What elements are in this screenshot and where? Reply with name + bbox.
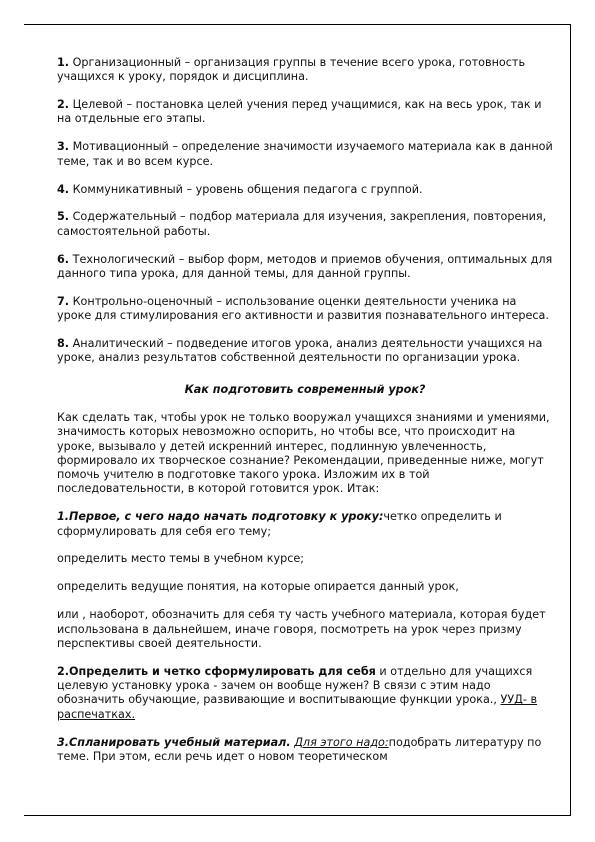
item-text: Коммуникативный – уровень общения педагога с группой. xyxy=(72,182,423,196)
item-number: 7. xyxy=(57,294,70,308)
item-text: Технологический – выбор форм, методов и приемов обучения, оптимальных для данного типа урока, для данной темы, для данной группы. xyxy=(57,252,553,280)
item-number: 2. xyxy=(57,98,70,112)
step-2-paragraph xyxy=(57,665,553,722)
item-number: 1. xyxy=(57,56,70,69)
item-number: 4. xyxy=(57,182,70,196)
step-2-sep: , xyxy=(493,693,501,707)
function-item-7 xyxy=(57,295,553,324)
step-3-under: Для этого надо: xyxy=(294,735,389,749)
function-item-5 xyxy=(57,210,553,239)
step-1-text: четко определить и сформулировать для себя его тему; xyxy=(57,510,502,538)
document-body xyxy=(57,56,553,778)
item-text: Аналитический – подведение итогов урока, анализ деятельности учащихся на уроке, анализ результатов собственной деятельности по организации урока. xyxy=(57,337,543,365)
function-item-6 xyxy=(57,253,553,282)
intro-paragraph: Как сделать так, чтобы урок не только вооружал учащихся знаниями и умениями, значимость которых невозможно оспорить, но чтобы все, что происходит на уроке, вызывало у детей искренний интерес, подлинную увлеченность, формировало их творческое сознание? Рекомендации, приведенные ниже, могут помочь учителю в подготовке такого урока. Изложим их в той последовательности, в которой готовится урок. Итак: xyxy=(57,410,550,496)
place-paragraph: определить место темы в учебном курсе; xyxy=(57,552,305,566)
step-1-lead: 1.Первое, с чего надо начать подготовку к уроку: xyxy=(57,510,384,524)
step-2-text: и отдельно для учащихся целевую установку урока - зачем он вообще нужен? В связи с этим надо обозначить обучающие, развивающие и воспитывающие функции урока. xyxy=(57,664,533,707)
step-3-paragraph xyxy=(57,736,553,765)
step-1-paragraph xyxy=(57,510,553,539)
function-item-2 xyxy=(57,98,553,127)
uud-link[interactable]: УУД- в распечатках. xyxy=(57,693,538,721)
item-text: Организационный – организация группы в течение всего урока, готовность учащихся к уроку, порядок и дисциплина. xyxy=(57,56,526,84)
item-number: 6. xyxy=(57,252,70,266)
step-3-text: подобрать литературу по теме. При этом, если речь идет о новом теоретическом xyxy=(57,735,542,763)
item-number: 8. xyxy=(57,337,70,351)
function-item-1 xyxy=(57,56,553,85)
concepts-paragraph: определить ведущие понятия, на которые опирается данный урок, xyxy=(57,580,459,594)
section-heading: Как подготовить современный урок? xyxy=(184,382,426,396)
function-item-8 xyxy=(57,337,553,366)
function-item-3 xyxy=(57,140,553,169)
step-3-lead: 3.Спланировать учебный материал. xyxy=(57,735,291,749)
item-number: 5. xyxy=(57,210,70,224)
or-paragraph: или , наоборот, обозначить для себя ту часть учебного материала, которая будет использована в дальнейшем, иначе говоря, посмотреть на урок через призму перспективы своей деятельности. xyxy=(57,608,546,650)
item-text: Мотивационный – определение значимости изучаемого материала как в данной теме, так и во всем курсе. xyxy=(57,140,553,168)
item-text: Содержательный – подбор материала для изучения, закрепления, повторения, самостоятельной работы. xyxy=(57,210,547,238)
item-text: Целевой – постановка целей учения перед учащимися, как на весь урок, так и на отдельные его этапы. xyxy=(57,98,542,126)
item-number: 3. xyxy=(57,140,70,154)
step-2-lead: 2.Определить и четко сформулировать для себя xyxy=(57,664,376,678)
function-item-4 xyxy=(57,183,553,197)
item-text: Контрольно-оценочный – использование оценки деятельности ученика на уроке для стимулирования его активности и развития познавательного интереса. xyxy=(57,294,549,323)
